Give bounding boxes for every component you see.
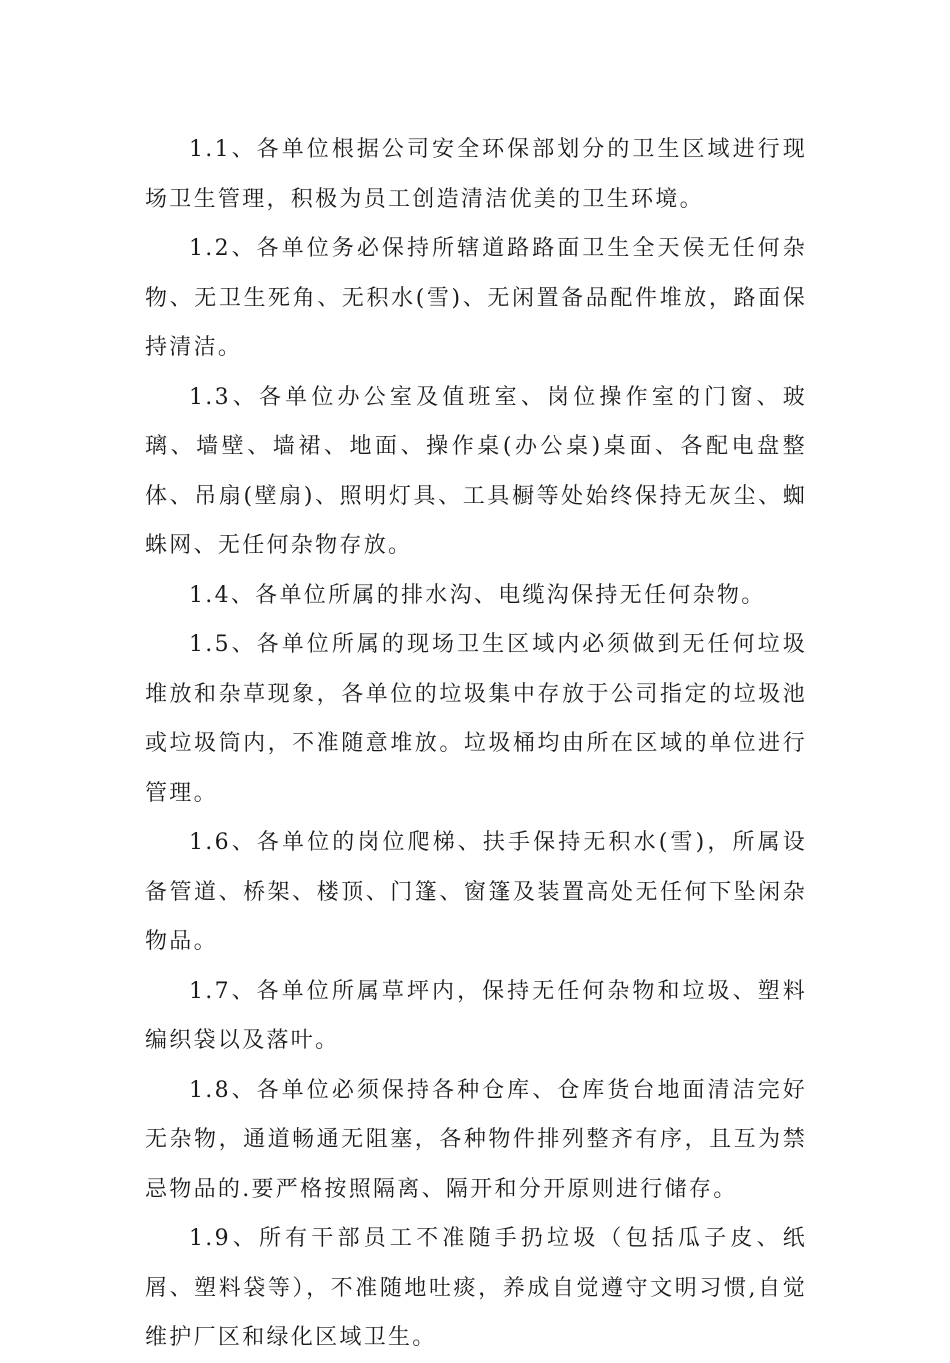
paragraph-1-9: 1.9、所有干部员工不准随手扔垃圾（包括瓜子皮、纸屑、塑料袋等），不准随地吐痰，养成自觉遵守文明习惯,自觉维护厂区和绿化区域卫生。 [145,1226,807,1350]
paragraph-1-2: 1.2、各单位务必保持所辖道路路面卫生全天侯无任何杂物、无卫生死角、无积水(雪)、无闲置备品配件堆放，路面保持清洁。 [145,236,807,360]
document-body [145,125,807,1363]
paragraph-1-5: 1.5、各单位所属的现场卫生区域内必须做到无任何垃圾堆放和杂草现象，各单位的垃圾集中存放于公司指定的垃圾池或垃圾筒内，不准随意堆放。垃圾桶均由所在区域的单位进行管理。 [145,632,807,806]
paragraph-1-3: 1.3、各单位办公室及值班室、岗位操作室的门窗、玻璃、墙壁、墙裙、地面、操作桌(办公桌)桌面、各配电盘整体、吊扇(壁扇)、照明灯具、工具橱等处始终保持无灰尘、蜘蛛网、无任何杂物存放。 [145,384,807,558]
paragraph-1-1: 1.1、各单位根据公司安全环保部划分的卫生区域进行现场卫生管理，积极为员工创造清洁优美的卫生环境。 [145,137,807,212]
paragraph-1-8: 1.8、各单位必须保持各种仓库、仓库货台地面清洁完好无杂物，通道畅通无阻塞，各种物件排列整齐有序，且互为禁忌物品的.要严格按照隔离、隔开和分开原则进行储存。 [145,1077,807,1202]
paragraph-1-4: 1.4、各单位所属的排水沟、电缆沟保持无任何杂物。 [189,582,766,608]
paragraph-1-6: 1.6、各单位的岗位爬梯、扶手保持无积水(雪)，所属设备管道、桥架、楼顶、门篷、窗篷及装置高处无任何下坠闲杂物品。 [145,830,807,954]
paragraph-1-7: 1.7、各单位所属草坪内，保持无任何杂物和垃圾、塑料编织袋以及落叶。 [145,978,807,1053]
